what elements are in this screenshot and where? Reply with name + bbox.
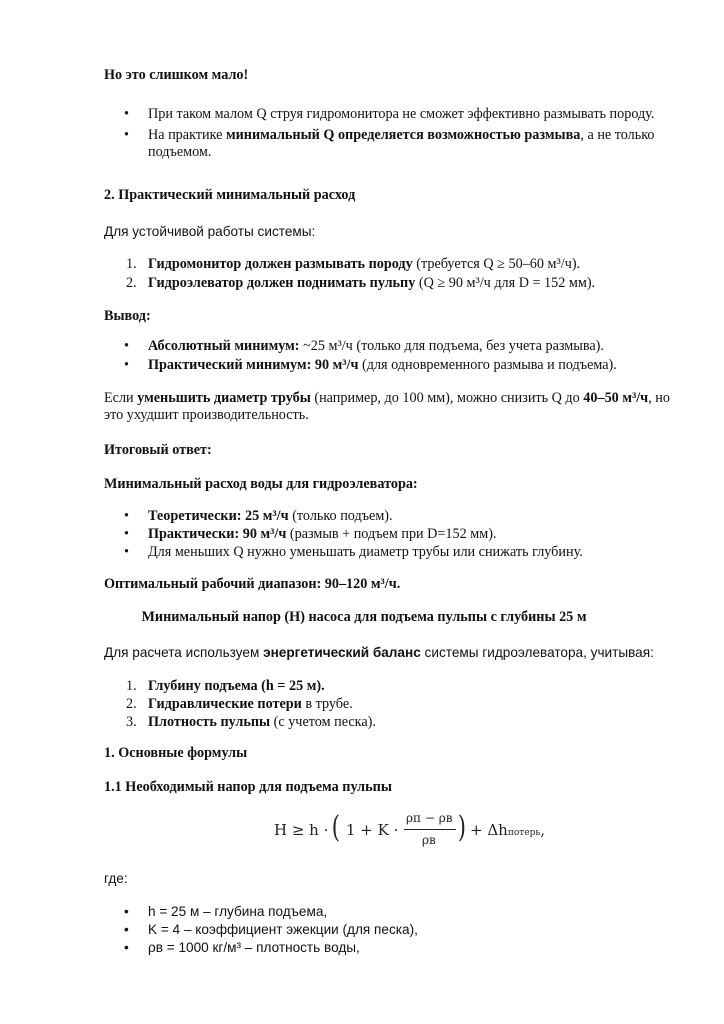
intro-heading: Но это слишком мало! [104,67,249,83]
final-answer-subheading: Минимальный расход воды для гидроэлеватора: [104,476,418,492]
list-item: 3. Плотность пульпы (с учетом песка). [126,714,376,730]
formula-fraction-bar [404,829,456,830]
list-item: • Практический минимум: 90 м³/ч (для одновременного размыва и подъема). [104,357,684,374]
calc-paragraph: Для расчета используем энергетический баланс системы гидроэлеватора, учитывая: [104,645,654,660]
head-formula [270,808,546,854]
formula-lhs: H ≥ h · [274,821,329,839]
section-2-paragraph: Для устойчивой работы системы: [104,224,316,239]
formula-open-paren: ( [331,810,340,845]
list-item: 1. Гидромонитор должен размывать породу (требуется Q ≥ 50–60 м³/ч). [126,256,581,272]
section-1-heading: 1. Основные формулы [104,745,248,761]
where-label: где: [104,871,128,886]
list-item: • Теоретически: 25 м³/ч (только подъем). [104,508,684,525]
list-item: • На практике минимальный Q определяется возможностью размыва, а не только подъемом. [104,127,684,161]
intro-list [104,106,684,161]
where-list [104,903,684,956]
formula-one-plus-k: 1 + K · [346,821,399,839]
conclusion-paragraph: Если уменьшить диаметр трубы (например, до 100 мм), можно снизить Q до 40–50 м³/ч, но это ухудшит производительность. [104,390,670,423]
list-item: • h = 25 м – глубина подъема, [104,903,684,920]
list-item: • Практически: 90 м³/ч (размыв + подъем при D=152 мм). [104,526,684,543]
final-answer-heading: Итоговый ответ: [104,442,212,458]
formula-numerator: ρп − ρв [406,811,453,825]
list-item: • Абсолютный минимум: ~25 м³/ч (только для подъема, без учета размыва). [104,338,684,355]
section-1-1-heading: 1.1 Необходимый напор для подъема пульпы [104,779,392,795]
section-2-list [104,256,684,292]
conclusion-list [104,338,684,374]
pump-head-title: Минимальный напор (H) насоса для подъема пульпы с глубины 25 м [141,609,587,625]
section-2-heading: 2. Практический минимальный расход [104,187,356,203]
list-item: 1. Глубину подъема (h = 25 м). [126,678,325,694]
list-item: • При таком малом Q струя гидромонитора не сможет эффективно размывать породу. [104,106,684,123]
factors-list [104,678,684,731]
list-item: • ρв = 1000 кг/м³ – плотность воды, [104,939,684,956]
optimal-range: Оптимальный рабочий диапазон: 90–120 м³/ч. [104,576,401,592]
formula-close-paren: ) [457,810,466,845]
list-item: • K = 4 – коэффициент эжекции (для песка), [104,921,684,938]
formula-denominator: ρв [422,833,436,847]
list-item: • Для меньших Q нужно уменьшать диаметр трубы или снижать глубину. [104,544,684,561]
list-item: 2. Гидроэлеватор должен поднимать пульпу (Q ≥ 90 м³/ч для D = 152 мм). [126,275,596,291]
final-answer-list [104,508,684,561]
conclusion-heading: Вывод: [104,308,151,324]
formula-tail: + Δhпотерь, [470,821,546,839]
list-item: 2. Гидравлические потери в трубе. [126,696,353,712]
